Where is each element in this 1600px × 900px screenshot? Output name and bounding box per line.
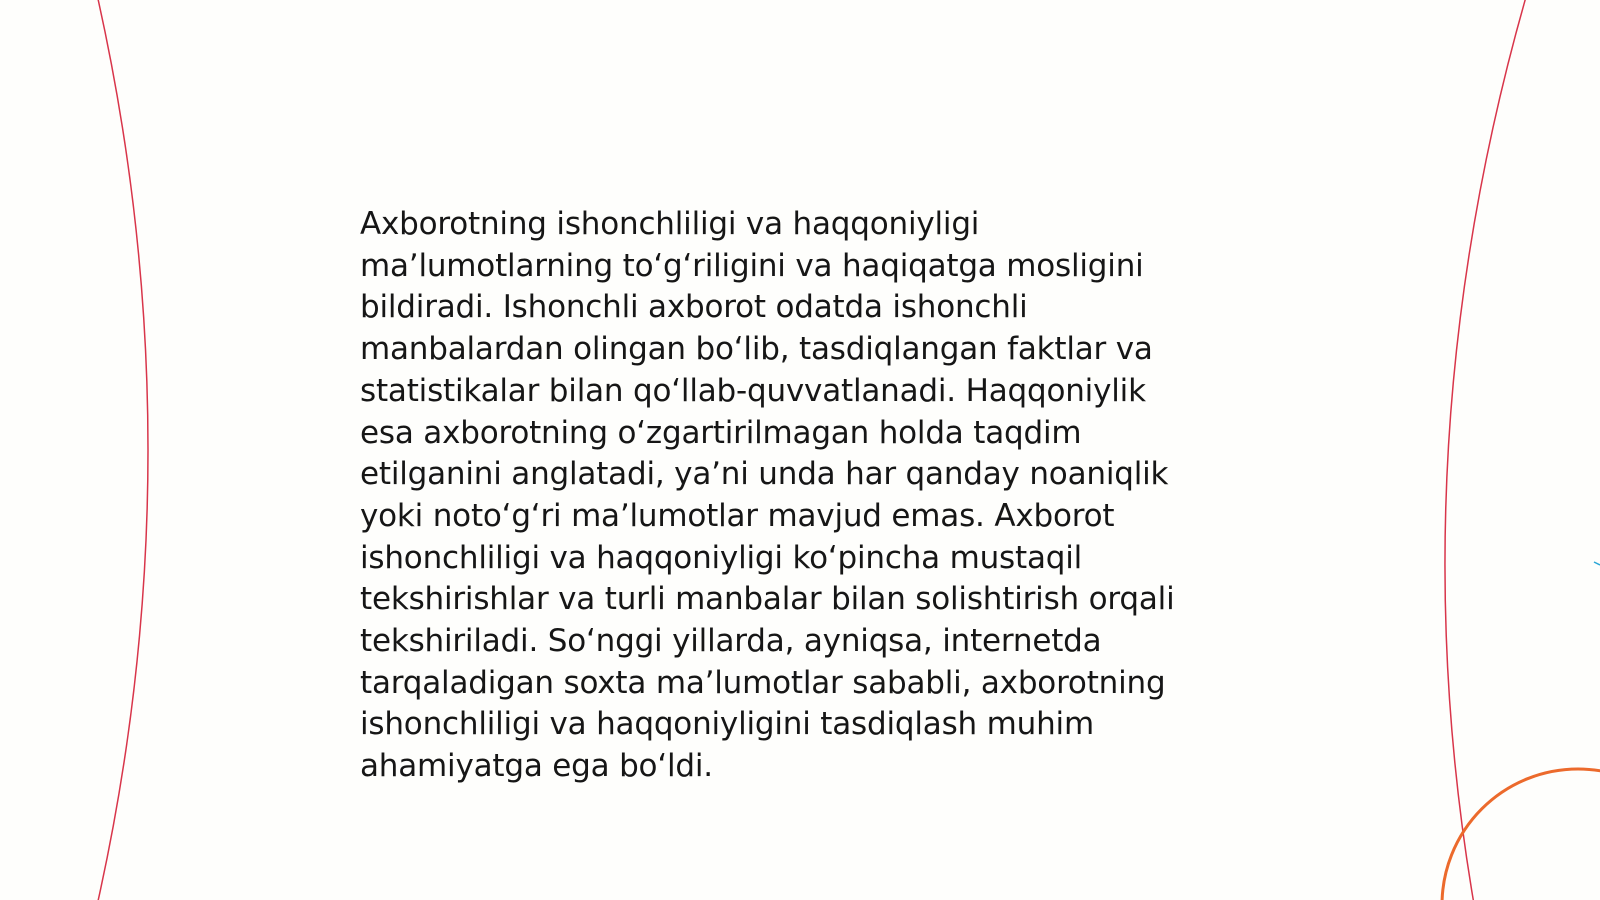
right-red-curve (1445, 0, 1528, 900)
blue-accent-mark (1594, 562, 1600, 565)
orange-circle (1442, 769, 1600, 900)
left-red-curve (96, 0, 148, 900)
body-text: Axborotning ishonchliligi va haqqoniyligi ma’lumotlarning to‘g‘riligini va haqiqatga mosligini bildiradi. Ishonchli axborot odatda ishonchli manbalardan olingan bo‘lib, tasdiqlangan faktlar va statistikalar bilan qo‘llab-quvvatlanadi. Haqqoniylik esa axborotning o‘zgartirilmagan holda taqdim etilganini anglatadi, ya’ni unda har qanday noaniqlik yoki noto‘g‘ri ma’lumotlar mavjud emas. Axborot ishonchliligi va haqqoniyligi ko‘pincha mustaqil tekshirishlar va turli manbalar bilan solishtirish orqali tekshiriladi. So‘nggi yillarda, ayniqsa, internetda tarqaladigan soxta ma’lumotlar sababli, axborotning ishonchliligi va haqqoniyligini tasdiqlash muhim ahamiyatga ega bo‘ldi. (360, 206, 1175, 785)
